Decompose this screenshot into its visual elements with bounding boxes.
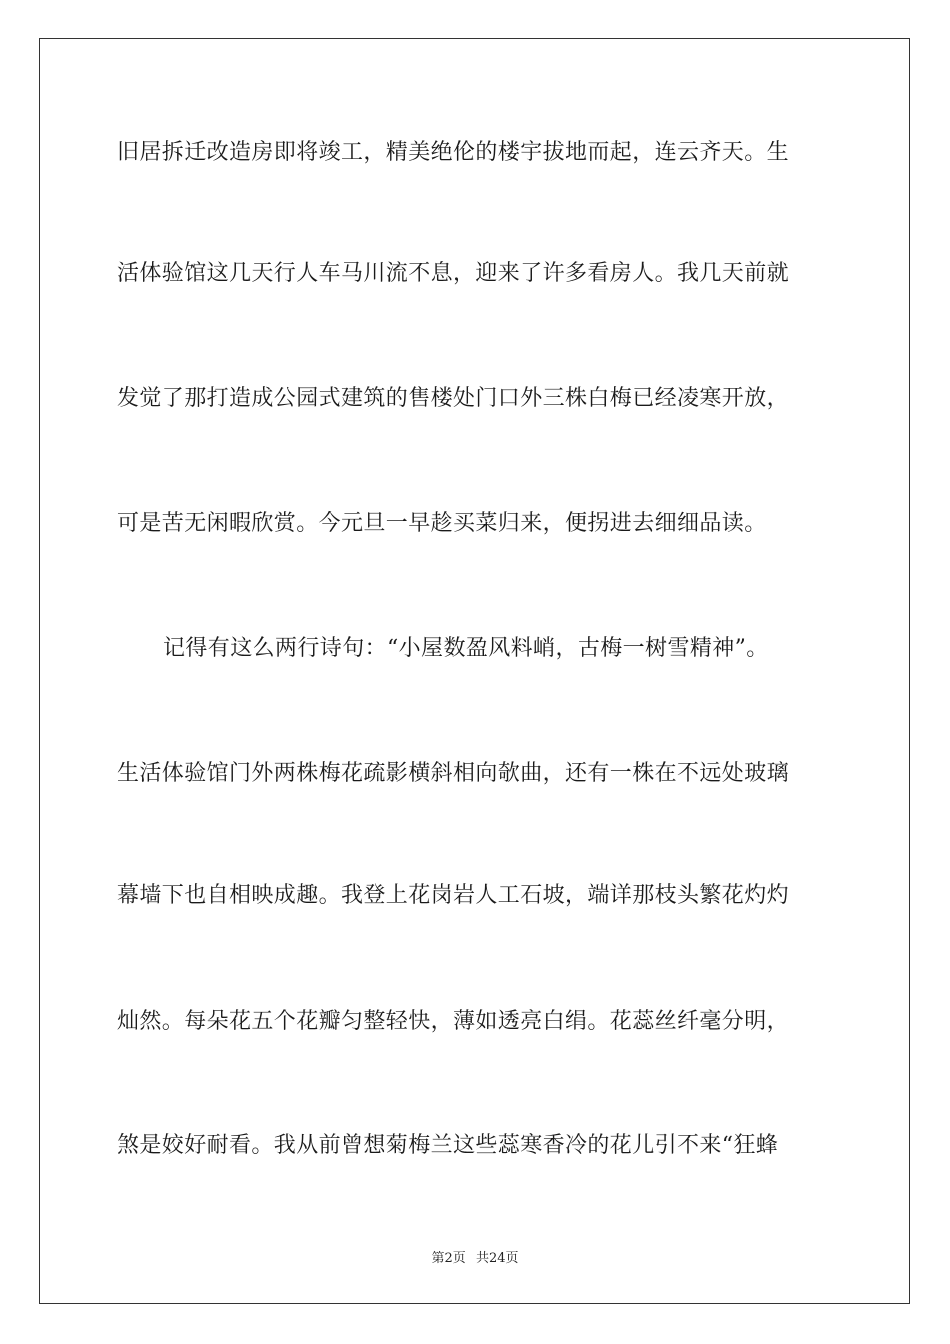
- page-number: 第2页: [431, 1251, 466, 1266]
- text-line-6: 生活体验馆门外两株梅花疏影横斜相向欹曲，还有一株在不远处玻璃: [117, 761, 790, 786]
- page-border: [39, 38, 910, 1304]
- text-line-3: 发觉了那打造成公园式建筑的售楼处门口外三株白梅已经凌寒开放，: [117, 386, 790, 411]
- text-line-9: 煞是姣好耐看。我从前曾想菊梅兰这些蕊寒香冷的花儿引不来“狂蜂: [117, 1133, 779, 1158]
- text-line-5: 记得有这么两行诗句：“小屋数盈风料峭，古梅一树雪精神”。: [163, 636, 769, 661]
- text-line-2: 活体验馆这几天行人车马川流不息，迎来了许多看房人。我几天前就: [117, 261, 790, 286]
- text-line-8: 灿然。每朵花五个花瓣匀整轻快，薄如透亮白绢。花蕊丝纤毫分明，: [117, 1009, 790, 1034]
- total-pages: 共24页: [475, 1251, 519, 1266]
- page-footer: [0, 1247, 950, 1266]
- text-line-1: 旧居拆迁改造房即将竣工，精美绝伦的楼宇拔地而起，连云齐天。生: [117, 140, 790, 165]
- text-line-4: 可是苦无闲暇欣赏。今元旦一早趁买菜归来，便拐进去细细品读。: [117, 511, 767, 536]
- text-line-7: 幕墙下也自相映成趣。我登上花岗岩人工石坡，端详那枝头繁花灼灼: [117, 883, 790, 908]
